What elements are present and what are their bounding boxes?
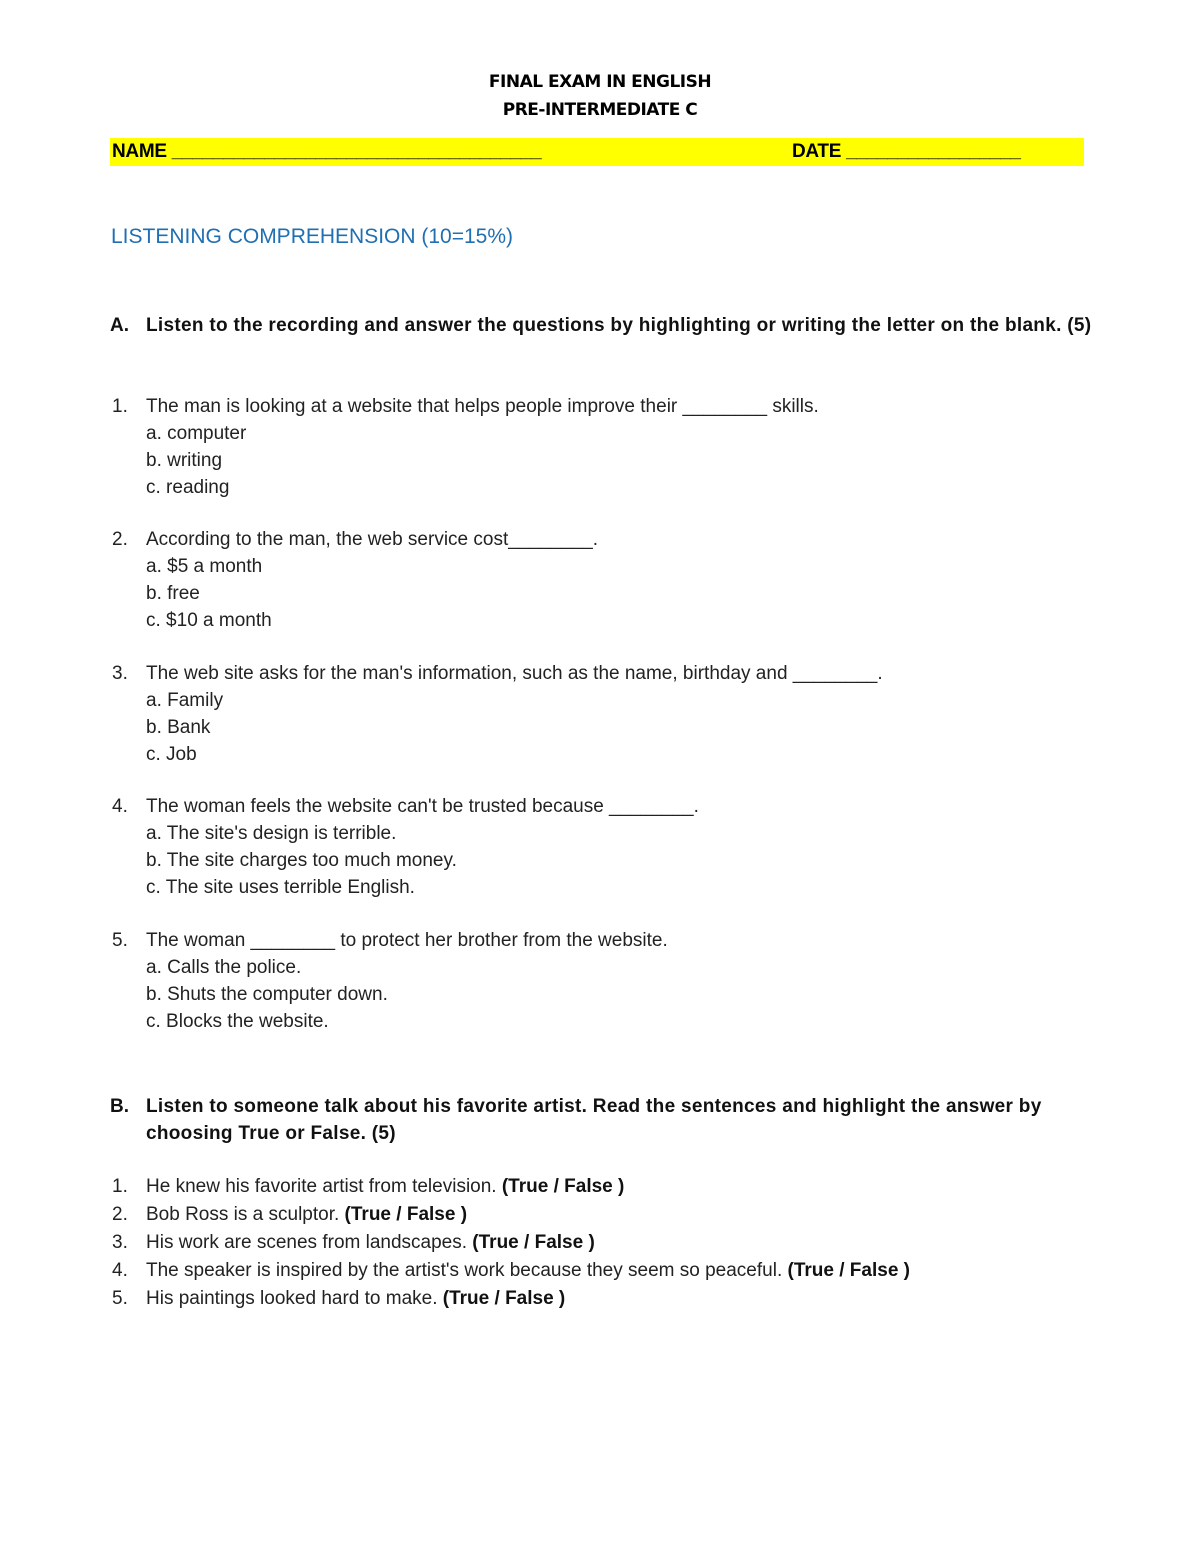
question-number: 1.	[112, 396, 128, 417]
question-number: 2.	[112, 529, 128, 550]
true-false-choice[interactable]: (True / False )	[344, 1204, 468, 1225]
answer-option[interactable]: a. computer	[146, 423, 247, 444]
item-statement	[146, 1257, 910, 1285]
answer-option[interactable]: a. $5 a month	[146, 556, 263, 577]
item-number: 5.	[112, 1288, 128, 1309]
answer-option[interactable]: c. Blocks the website.	[146, 1011, 329, 1032]
item-text: His work are scenes from landscapes.	[146, 1232, 468, 1253]
section-heading: LISTENING COMPREHENSION (10=15%)	[111, 225, 514, 248]
question-number: 5.	[112, 930, 128, 951]
part-a-letter: A.	[110, 315, 129, 336]
true-false-choice[interactable]: (True / False )	[442, 1288, 566, 1309]
item-text: The speaker is inspired by the artist's work because they seem so peaceful.	[146, 1260, 783, 1281]
answer-option[interactable]: c. Job	[146, 744, 197, 765]
question-stem: The woman ________ to protect her brother from the website.	[146, 930, 668, 951]
answer-option[interactable]: b. Shuts the computer down.	[146, 984, 388, 1005]
answer-option[interactable]: b. The site charges too much money.	[146, 850, 457, 871]
question-number: 4.	[112, 796, 128, 817]
answer-option[interactable]: b. free	[146, 583, 200, 604]
exam-subtitle: PRE-INTERMEDIATE C	[502, 100, 698, 120]
name-date-bar	[110, 138, 1084, 166]
true-false-choice[interactable]: (True / False )	[472, 1232, 595, 1253]
answer-option[interactable]: c. The site uses terrible English.	[146, 877, 415, 898]
answer-option[interactable]: a. Calls the police.	[146, 957, 302, 978]
item-statement	[146, 1173, 624, 1201]
answer-option[interactable]: c. $10 a month	[146, 610, 272, 631]
answer-option[interactable]: a. Family	[146, 690, 224, 711]
part-b-letter: B.	[110, 1096, 129, 1117]
question-stem: According to the man, the web service cost________.	[146, 529, 599, 550]
true-false-choice[interactable]: (True / False )	[787, 1260, 910, 1281]
question-stem: The web site asks for the man's information, such as the name, birthday and ________.	[146, 663, 883, 684]
item-number: 4.	[112, 1260, 128, 1281]
answer-option[interactable]: b. Bank	[146, 717, 211, 738]
question-stem: The man is looking at a website that helps people improve their ________ skills.	[146, 396, 819, 417]
item-number: 2.	[112, 1204, 128, 1225]
item-number: 3.	[112, 1232, 128, 1253]
date-field[interactable]: DATE _________________	[792, 141, 1021, 162]
exam-title: FINAL EXAM IN ENGLISH	[488, 72, 712, 92]
answer-option[interactable]: c. reading	[146, 477, 230, 498]
item-statement	[146, 1285, 565, 1313]
item-text: His paintings looked hard to make.	[146, 1288, 438, 1309]
answer-option[interactable]: b. writing	[146, 450, 223, 471]
part-a-instruction-text: Listen to the recording and answer the questions by highlighting or writing the letter on the blank. (5)	[146, 315, 1092, 336]
name-field[interactable]: NAME ____________________________________	[112, 141, 542, 162]
item-statement	[146, 1229, 595, 1257]
question-number: 3.	[112, 663, 128, 684]
item-number: 1.	[112, 1176, 128, 1197]
item-text: Bob Ross is a sculptor.	[146, 1204, 340, 1225]
answer-option[interactable]: a. The site's design is terrible.	[146, 823, 397, 844]
item-statement	[146, 1201, 467, 1229]
true-false-choice[interactable]: (True / False )	[501, 1176, 625, 1197]
question-stem: The woman feels the website can't be trusted because ________.	[146, 796, 699, 817]
item-text: He knew his favorite artist from television.	[146, 1176, 497, 1197]
part-b-instruction-text: Listen to someone talk about his favorite artist. Read the sentences and highlight the answer by choosing True or False. (5)	[146, 1096, 1042, 1144]
